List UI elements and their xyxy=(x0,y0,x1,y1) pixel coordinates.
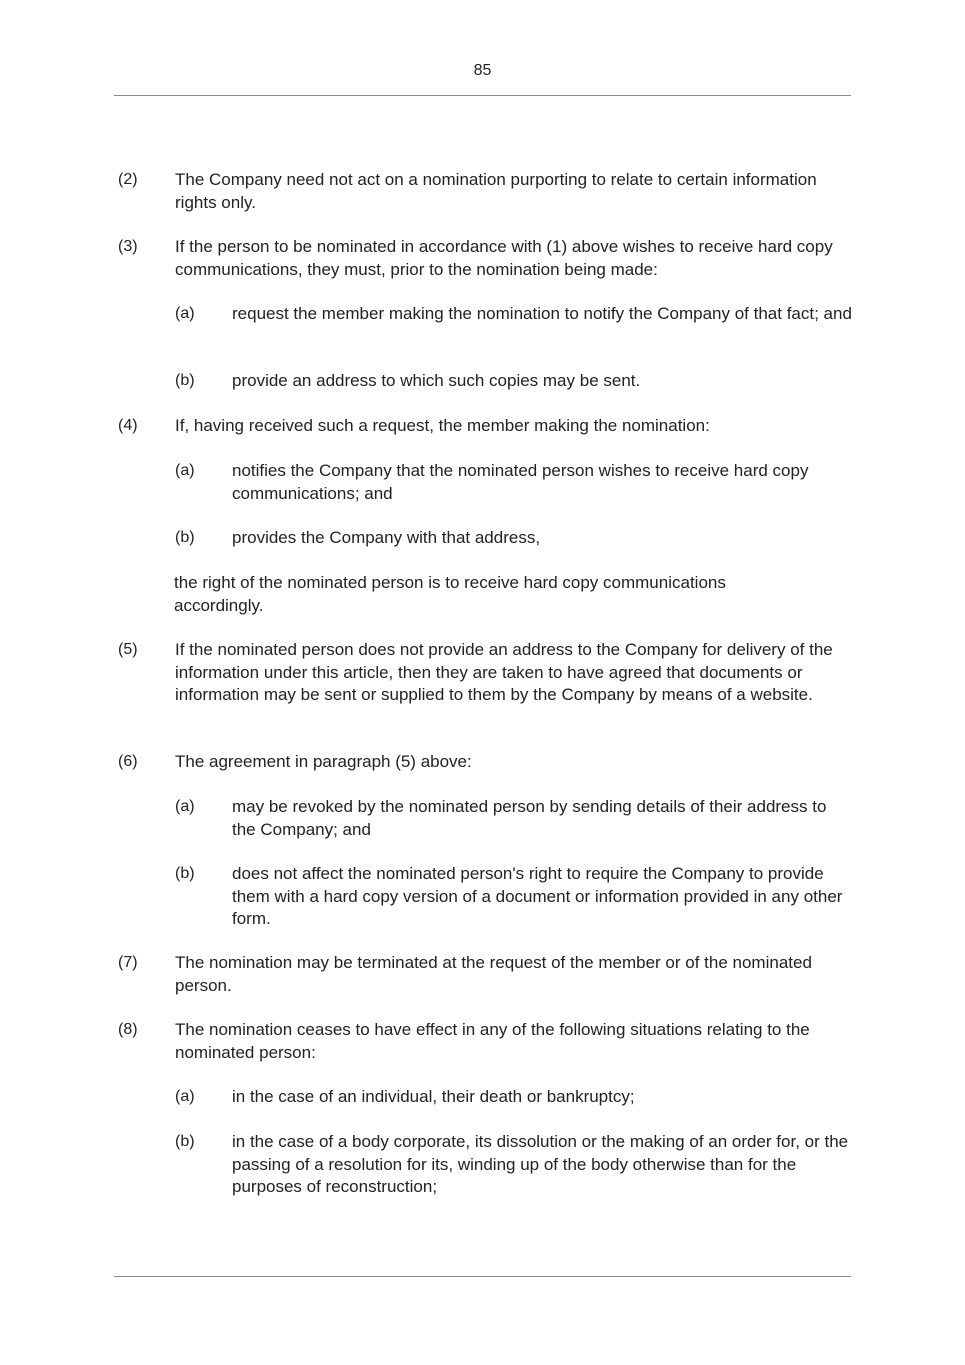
paragraph xyxy=(118,952,853,997)
page-number: 85 xyxy=(473,62,492,79)
paragraph-text: request the member making the nomination to notify the Company of that fact; and xyxy=(232,304,852,323)
paragraph-text: in the case of an individual, their death or bankruptcy; xyxy=(232,1087,635,1106)
paragraph-number: (b) xyxy=(175,529,195,546)
paragraph-number: (8) xyxy=(118,1021,138,1038)
paragraph-text: If, having received such a request, the member making the nomination: xyxy=(175,416,710,435)
paragraph-text: The agreement in paragraph (5) above: xyxy=(175,752,472,771)
paragraph xyxy=(118,639,853,707)
paragraph xyxy=(118,303,853,326)
paragraph-text: If the nominated person does not provide an address to the Company for delivery of the information under this article, then they are taken to have agreed that documents or information may be sent or supplied to them by the Company by means of a website. xyxy=(175,640,833,704)
footer-rule xyxy=(114,1276,851,1277)
paragraph xyxy=(118,236,853,281)
paragraph xyxy=(118,863,853,931)
paragraph xyxy=(118,370,853,393)
paragraph-text: provides the Company with that address, xyxy=(232,528,541,547)
paragraph-number: (a) xyxy=(175,305,195,322)
paragraph-number: (3) xyxy=(118,238,138,255)
paragraph-number: (a) xyxy=(175,798,195,815)
paragraph-number: (2) xyxy=(118,171,138,188)
paragraph-text: The Company need not act on a nomination purporting to relate to certain information rights only. xyxy=(175,170,817,212)
paragraph-text: in the case of a body corporate, its dissolution or the making of an order for, or the passing of a resolution for its, winding up of the body otherwise than for the purposes of reconstruction; xyxy=(232,1132,849,1196)
paragraph-text: the right of the nominated person is to receive hard copy communications accordingly. xyxy=(174,573,726,615)
paragraph xyxy=(118,1131,853,1199)
paragraph-text: may be revoked by the nominated person by sending details of their address to the Company; and xyxy=(232,797,827,839)
paragraph xyxy=(118,751,853,774)
paragraph-text: does not affect the nominated person's right to require the Company to provide them with a hard copy version of a document or information provided in any other form. xyxy=(232,864,843,928)
paragraph xyxy=(118,169,853,214)
paragraph-number: (7) xyxy=(118,954,138,971)
paragraph xyxy=(118,572,853,617)
paragraph-text: The nomination may be terminated at the request of the member or of the nominated person. xyxy=(175,953,812,995)
paragraph-number: (4) xyxy=(118,417,138,434)
paragraph-number: (a) xyxy=(175,1088,195,1105)
paragraph-text: The nomination ceases to have effect in any of the following situations relating to the nominated person: xyxy=(175,1020,810,1062)
paragraph-text: If the person to be nominated in accordance with (1) above wishes to receive hard copy communications, they must, prior to the nomination being made: xyxy=(175,237,833,279)
paragraph-text: provide an address to which such copies may be sent. xyxy=(232,371,641,390)
paragraph xyxy=(118,796,853,841)
paragraph xyxy=(118,1019,853,1064)
paragraph xyxy=(118,460,853,505)
paragraph xyxy=(118,1086,853,1109)
header-rule xyxy=(114,95,851,96)
paragraph-number: (5) xyxy=(118,641,138,658)
paragraph-number: (b) xyxy=(175,1133,195,1150)
paragraph xyxy=(118,415,853,438)
paragraph-text: notifies the Company that the nominated person wishes to receive hard copy communications; and xyxy=(232,461,809,503)
paragraph-number: (b) xyxy=(175,372,195,389)
paragraph-number: (a) xyxy=(175,462,195,479)
paragraph-number: (b) xyxy=(175,865,195,882)
paragraph-number: (6) xyxy=(118,753,138,770)
paragraph xyxy=(118,527,853,550)
